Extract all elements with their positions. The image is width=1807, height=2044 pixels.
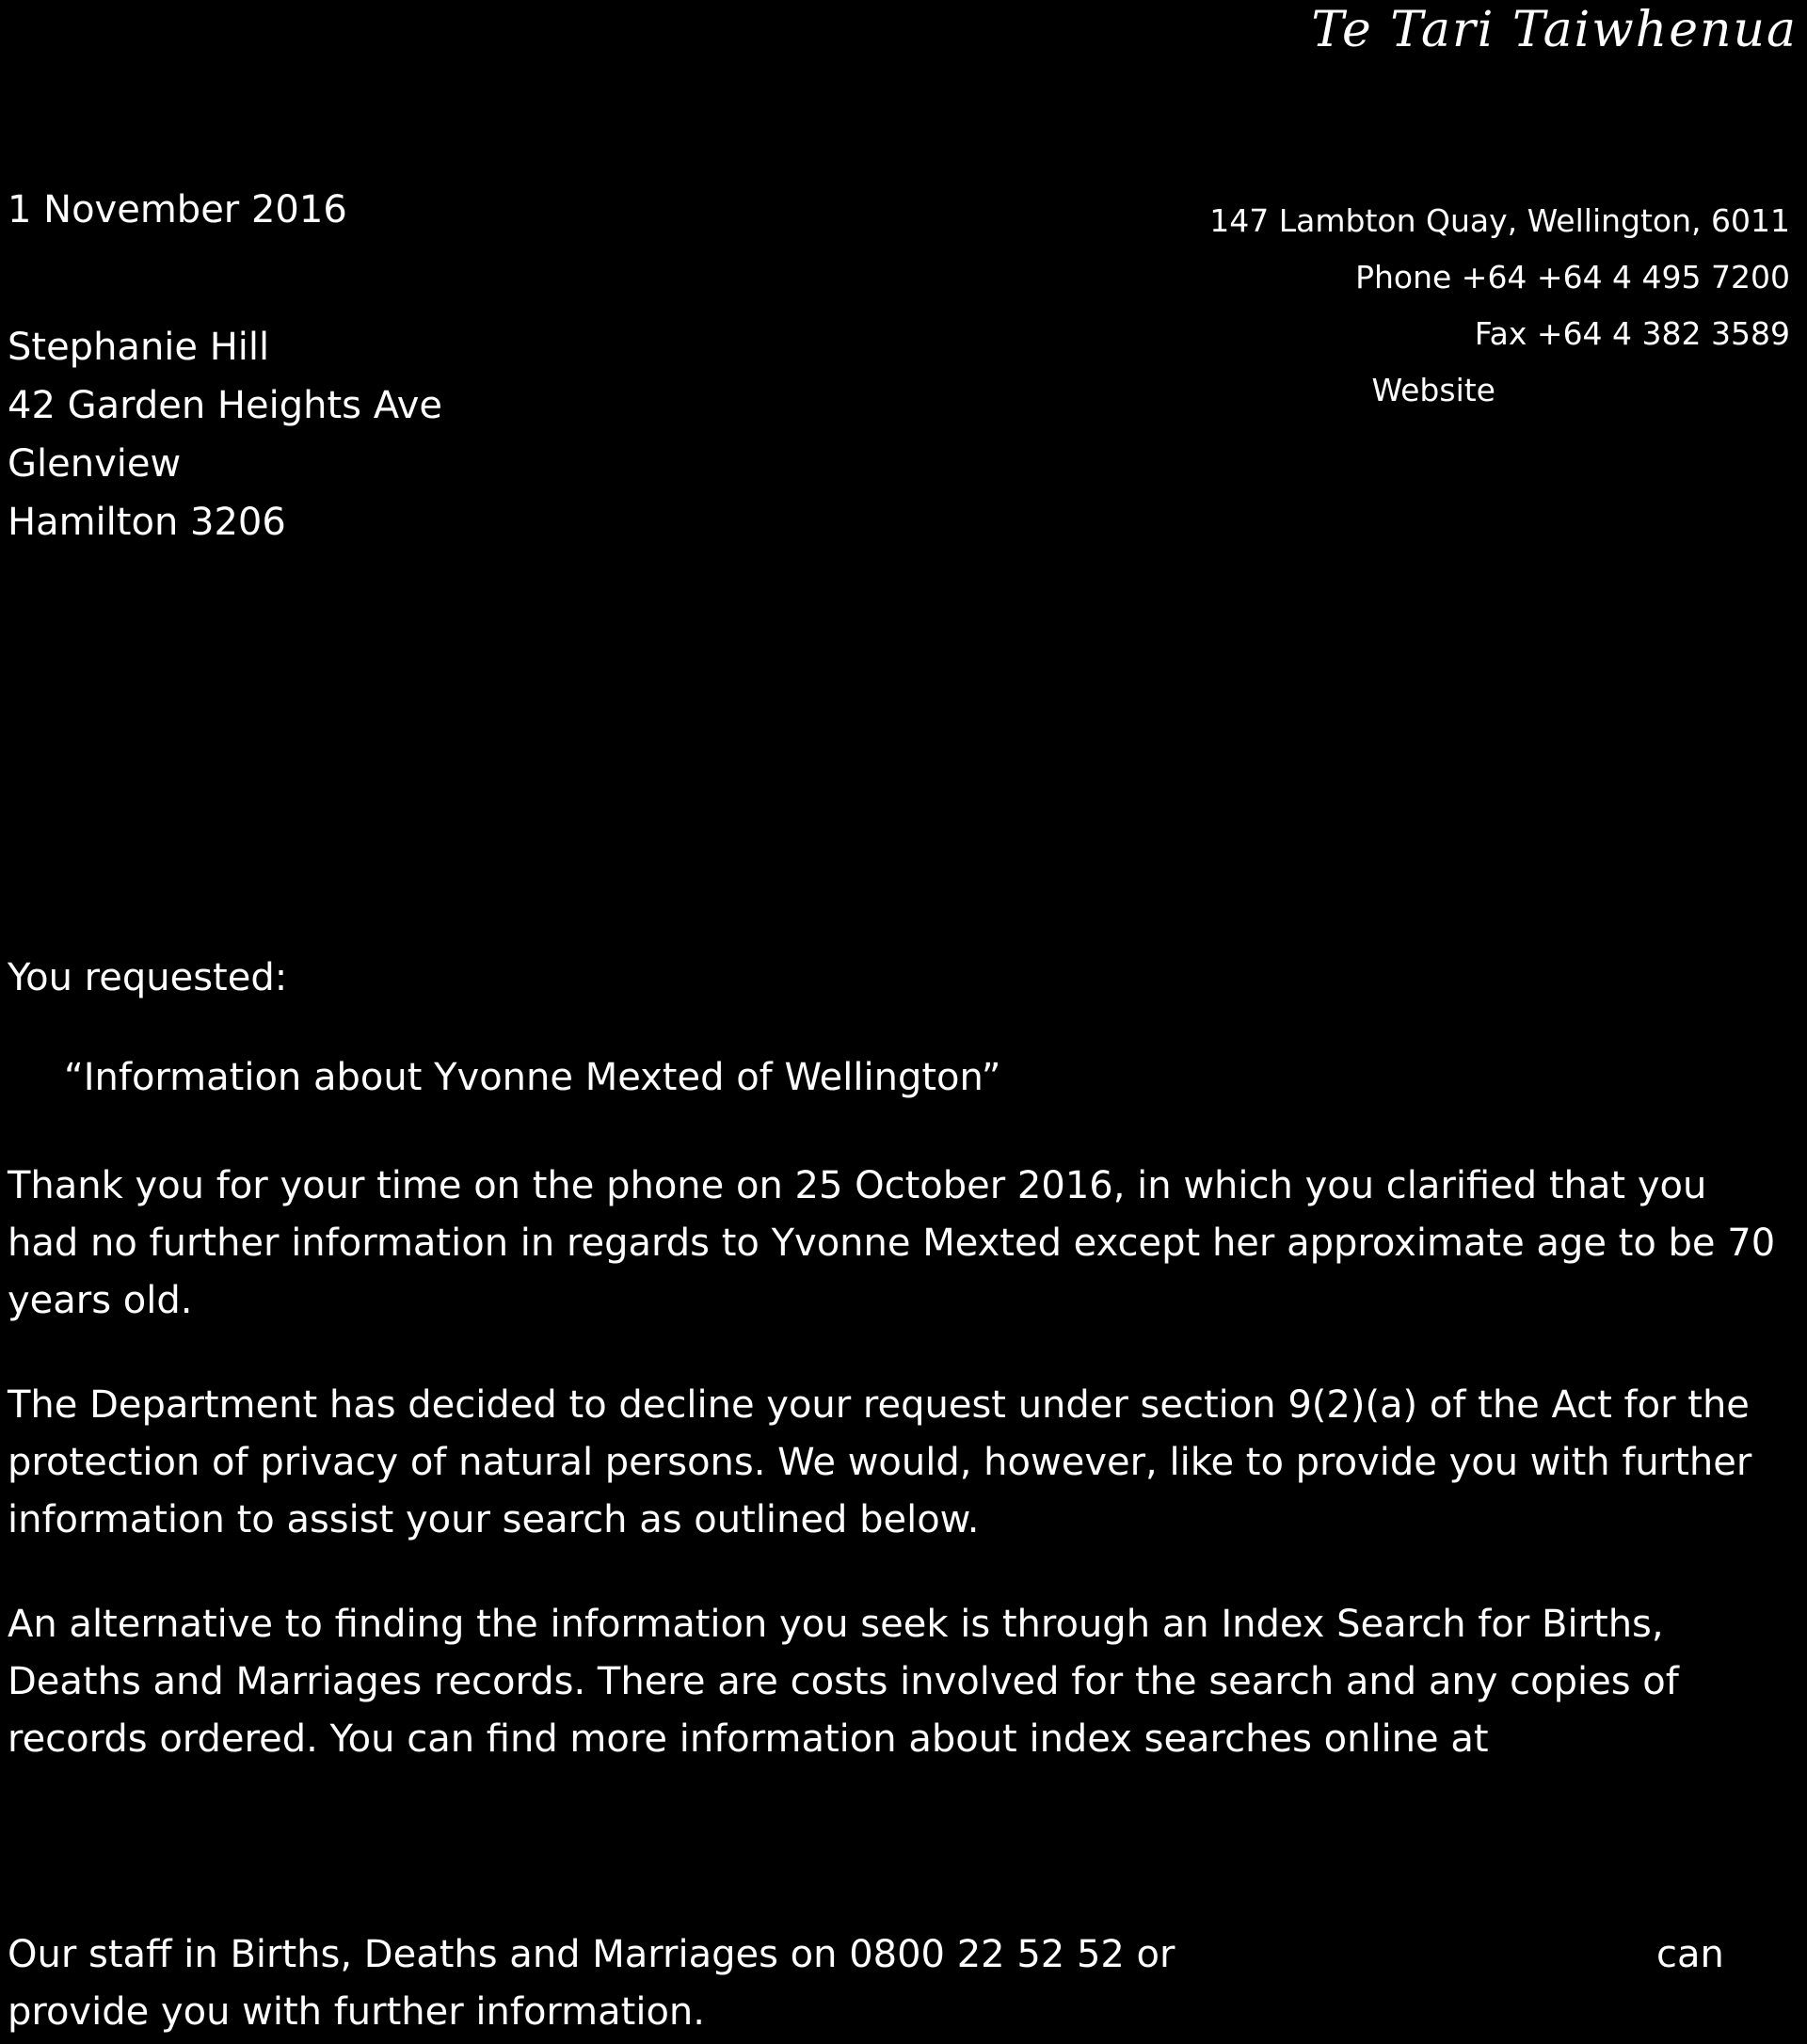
sender-contact-block: [1209, 193, 1790, 419]
sender-website-label: Website: [1371, 372, 1495, 408]
paragraph-decision: [8, 1377, 1786, 1549]
paragraph-phone-clarification: [8, 1158, 1786, 1330]
recipient-address: [8, 318, 442, 551]
recipient-city: Hamilton 3206: [8, 501, 286, 544]
sender-fax: Fax +64 4 382 3589: [1474, 315, 1790, 352]
letter-date: 1 November 2016: [8, 188, 347, 232]
paragraph-text: An alternative to finding the information you seek is through an Index Search for Births, Deaths and Marriages records. There are costs involved for the search and any copies of records ordered. You can find more information about index searches online at: [8, 1603, 1679, 1761]
paragraph-text: Thank you for your time on the phone on 25 October 2016, in which you clarified that you had no further information in regards to Yvonne Mexted except her approximate age to be 70 years old.: [8, 1164, 1776, 1322]
staff-contact-line: [8, 1926, 1724, 1984]
organisation-name: Te Tari Taiwhenua: [1311, 2, 1798, 58]
staff-contact-line-end: provide you with further information.: [8, 1990, 705, 2034]
paragraph-text: The Department has decided to decline your request under section 9(2)(a) of the Act for the protection of privacy of natural persons. We would, however, like to provide you with further information to assist your search as outlined below.: [8, 1383, 1752, 1541]
paragraph-index-search: [8, 1596, 1786, 1768]
recipient-suburb: Glenview: [8, 442, 182, 486]
sender-phone: Phone +64 +64 4 495 7200: [1355, 259, 1790, 295]
sender-address: 147 Lambton Quay, Wellington, 6011: [1209, 202, 1790, 239]
staff-contact-text: Our staff in Births, Deaths and Marriages on 0800 22 52 52 or: [8, 1933, 1175, 1976]
recipient-name: Stephanie Hill: [8, 326, 270, 369]
request-quote: “Information about Yvonne Mexted of Wellington”: [64, 1056, 1001, 1099]
requested-label: You requested:: [8, 956, 288, 999]
recipient-street: 42 Garden Heights Ave: [8, 384, 443, 427]
staff-contact-can: can: [1656, 1933, 1724, 1976]
